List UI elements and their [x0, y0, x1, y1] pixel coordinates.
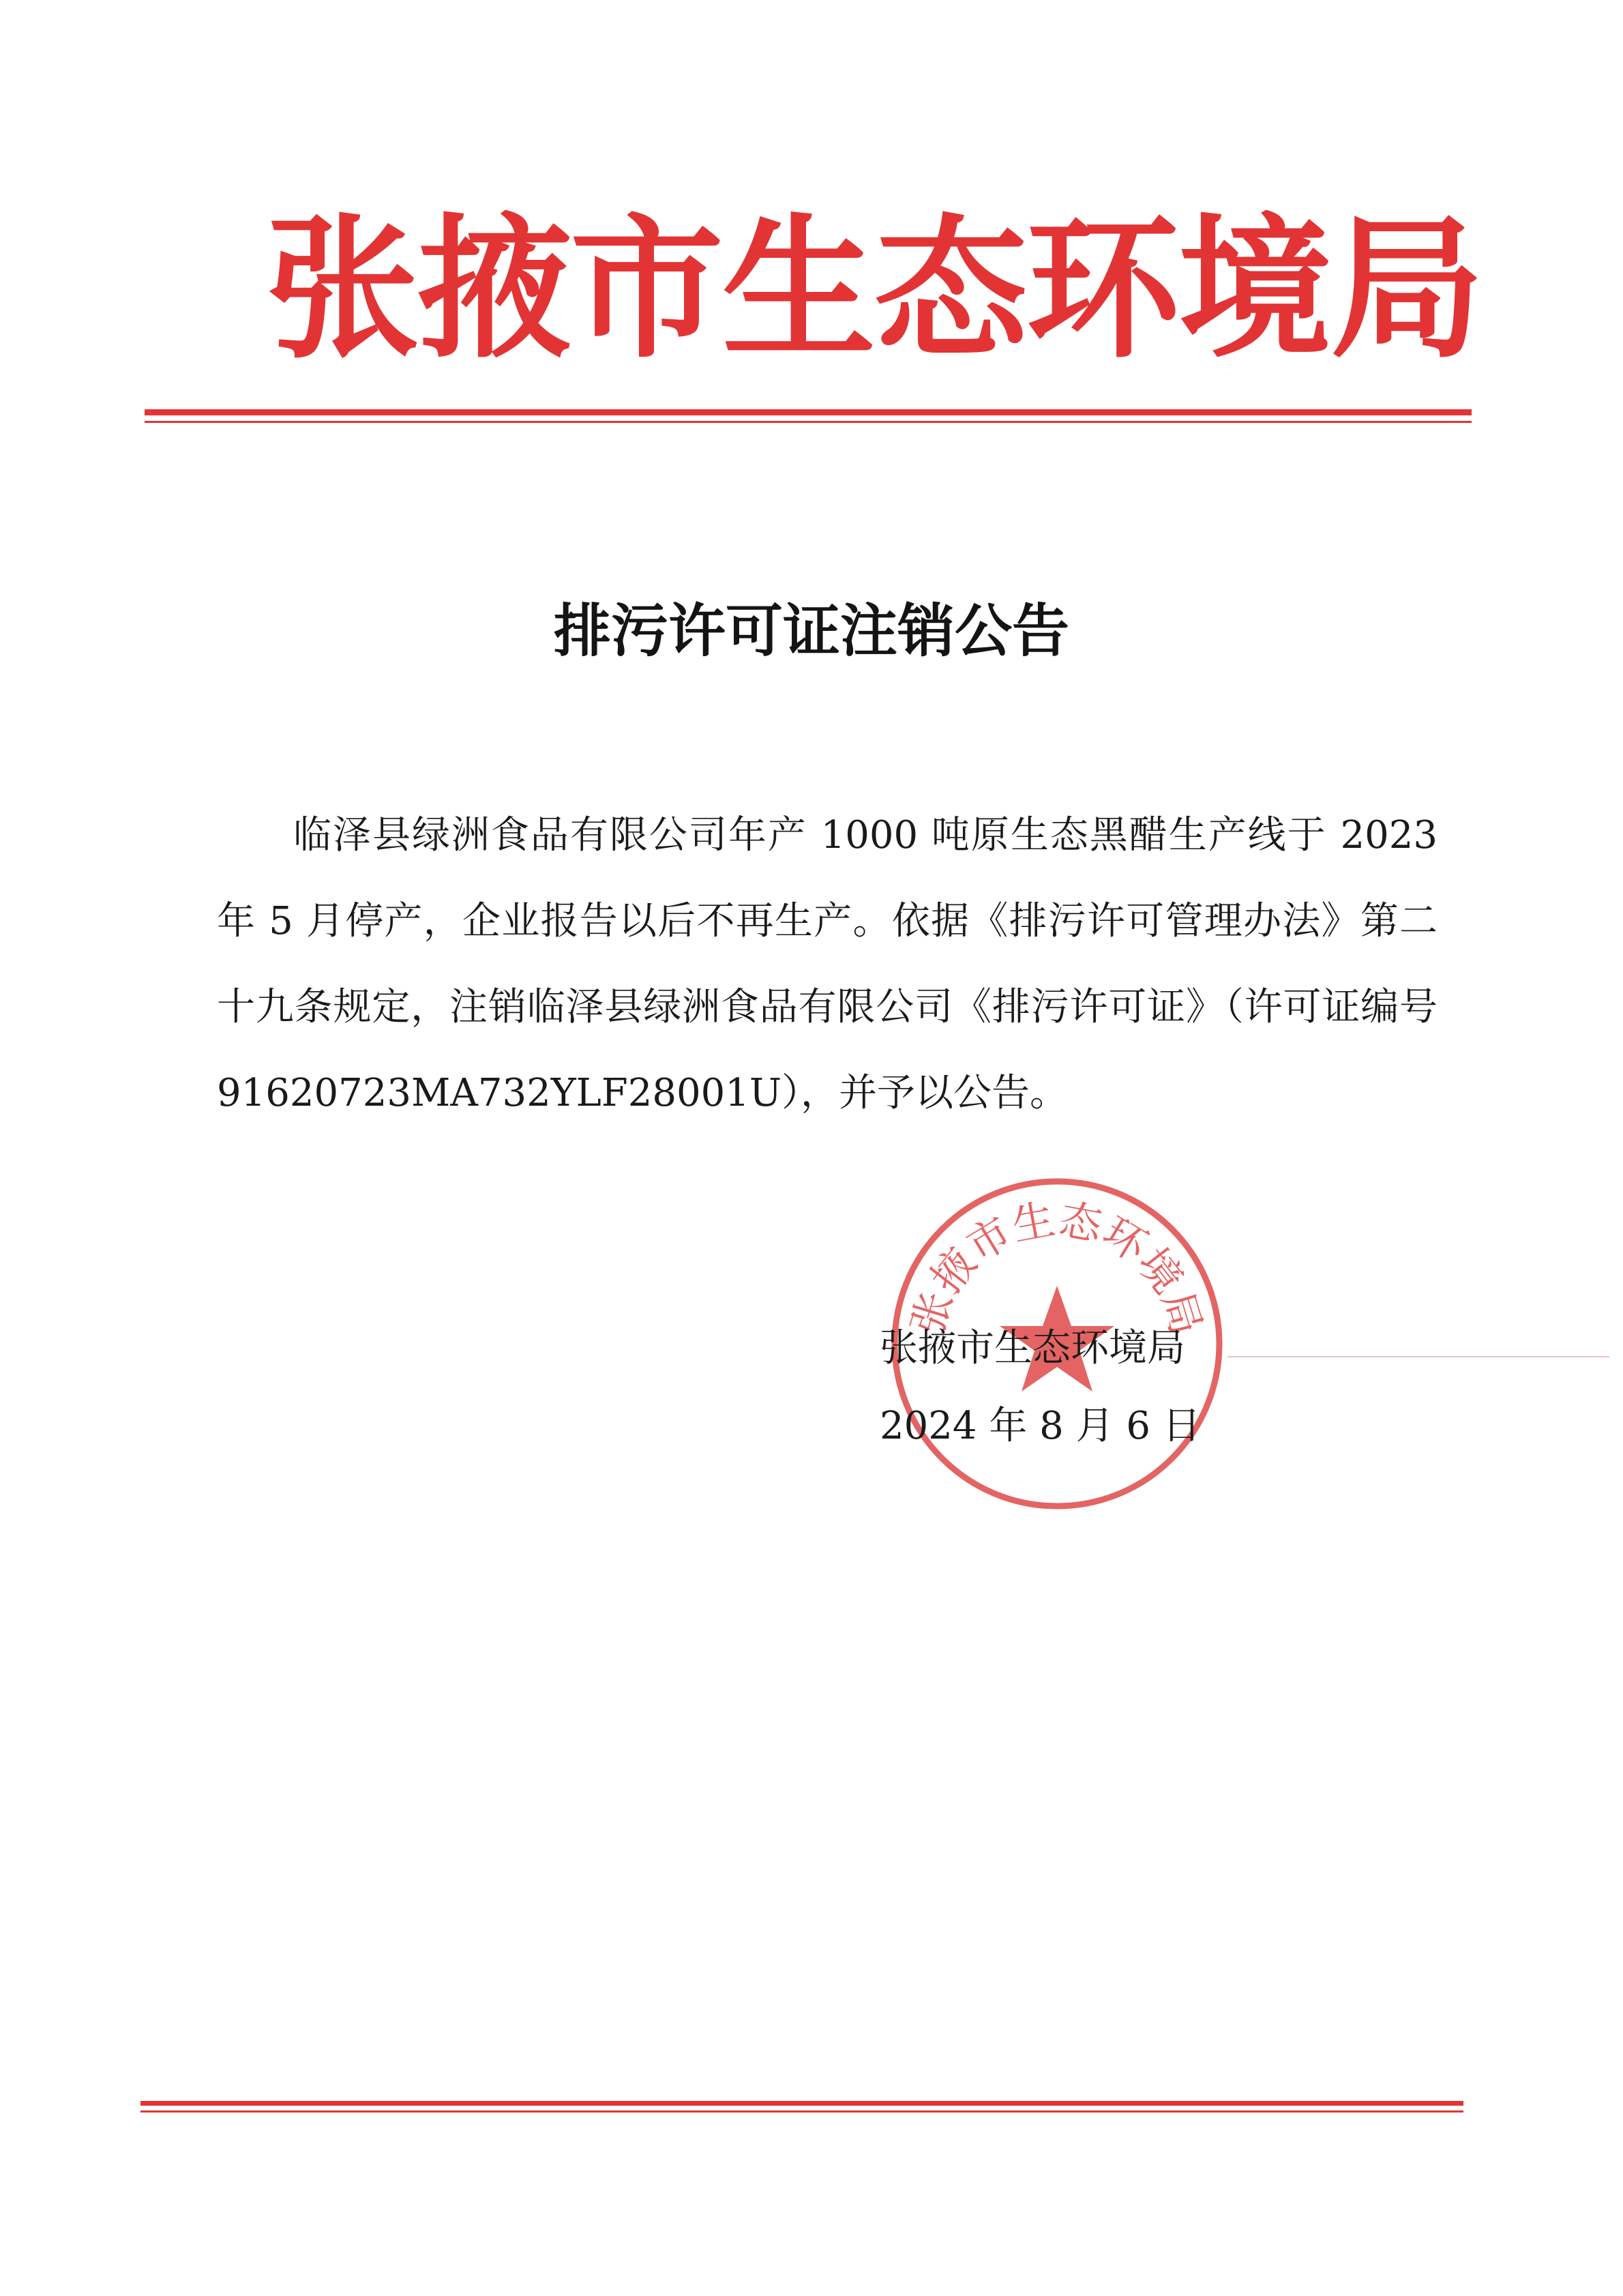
seal-arc-text: 张掖市生态环境局: [902, 1194, 1212, 1341]
letterhead-divider-thick: [145, 409, 1472, 415]
document-title: 排污许可证注销公告: [553, 598, 1069, 664]
signature-block: [880, 1310, 1234, 1465]
document-body: [217, 793, 1438, 1136]
issuer-name: 张掖市生态环境局: [880, 1326, 1185, 1370]
seal-bleed-line: [1227, 1356, 1609, 1357]
footer-divider-thick: [140, 2101, 1463, 2106]
issue-date: 2024 年 8 月 6 日: [880, 1404, 1201, 1448]
footer-divider-thin: [140, 2110, 1463, 2113]
letterhead-divider-thin: [145, 421, 1472, 423]
letterhead-title: 张掖市生态环境局: [266, 201, 1483, 379]
body-paragraph: 临泽县绿洲食品有限公司年产 1000 吨原生态黑醋生产线于 2023 年 5 月停产，企业报告以后不再生产。依据《排污许可管理办法》第二十九条规定，注销临泽县绿洲食品有限公司《排污许可证》（许可证编号 91620723MA732YLF28001U），并予以公告。: [217, 813, 1438, 1115]
